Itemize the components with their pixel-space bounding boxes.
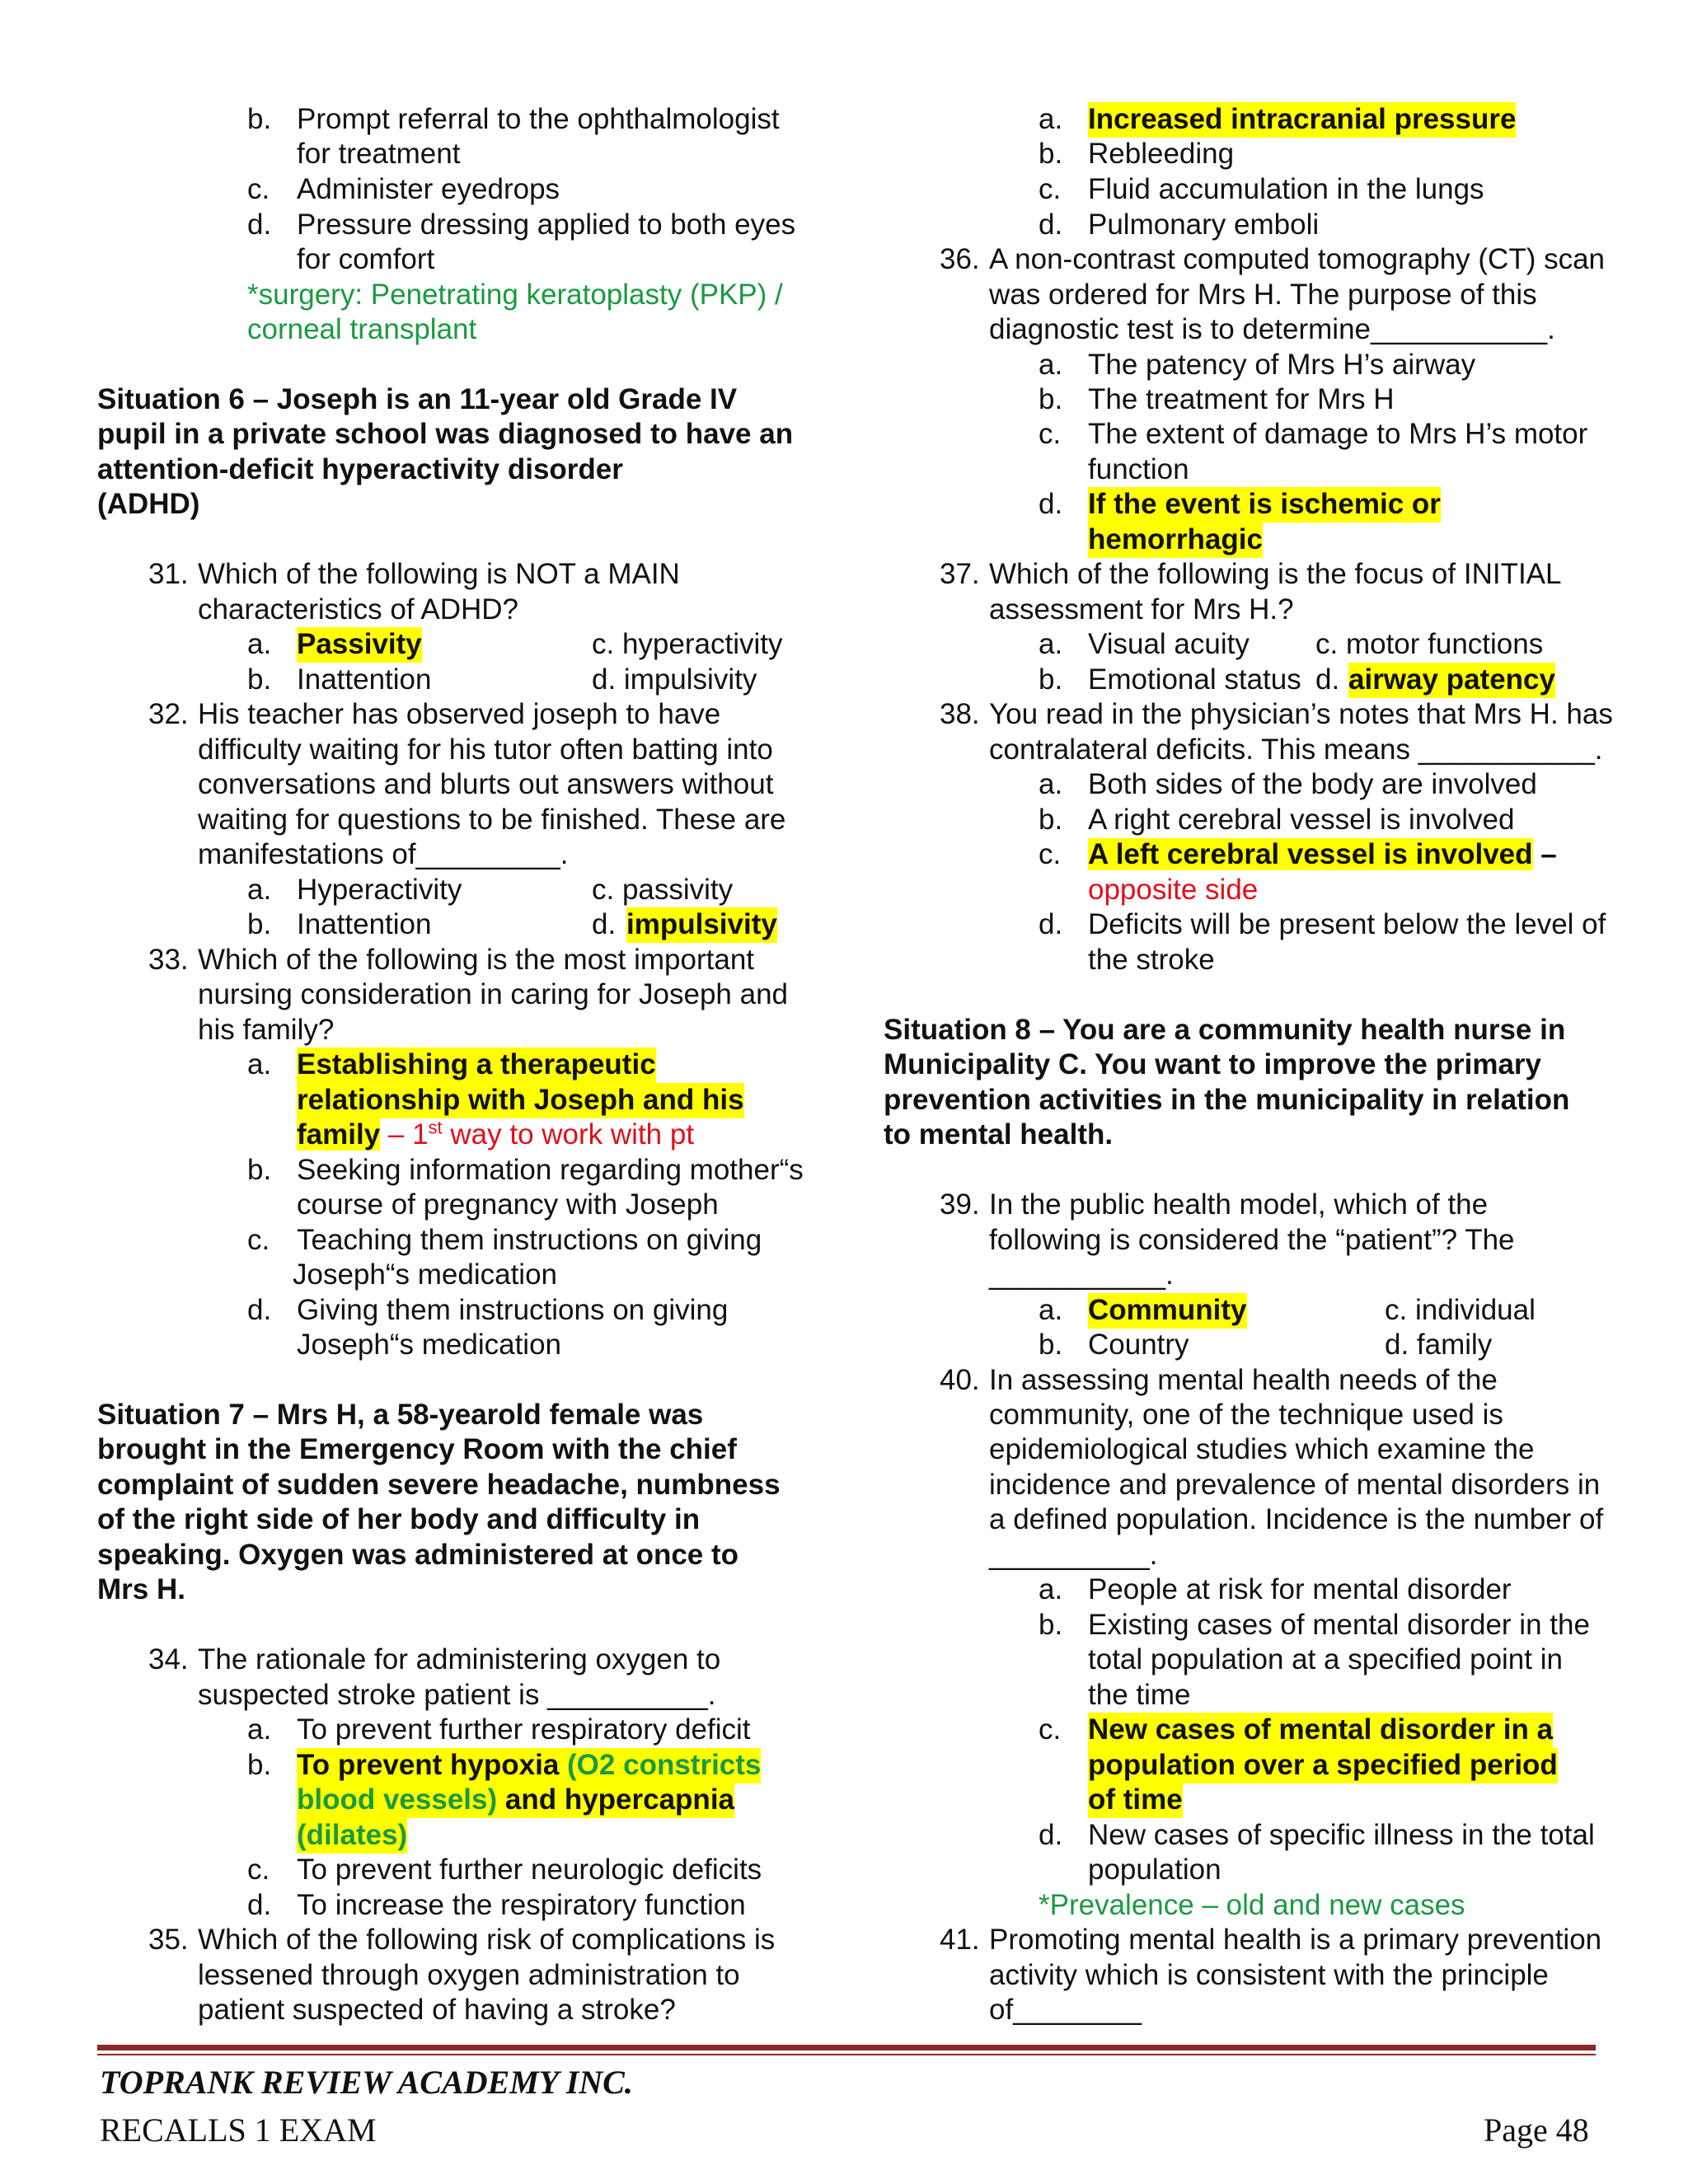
- question-text: nursing consideration in caring for Joseph and: [198, 978, 788, 1010]
- question-number: 38.: [940, 698, 980, 730]
- option-text: To prevent further respiratory deficit: [297, 1713, 751, 1746]
- option-text: Deficits will be present below the level of: [1088, 908, 1606, 940]
- question-number: 33.: [148, 944, 189, 976]
- option-letter: b.: [1039, 804, 1063, 836]
- question-text: suspected stroke patient is __________.: [198, 1679, 716, 1711]
- correct-answer: (dilates): [297, 1818, 407, 1854]
- question-text: diagnostic test is to determine___________.: [989, 313, 1555, 345]
- option-letter: d.: [592, 908, 617, 940]
- question-text: characteristics of ADHD?: [198, 593, 519, 626]
- question-number: 39.: [940, 1188, 980, 1221]
- option-text: The treatment for Mrs H: [1088, 383, 1395, 415]
- situation-heading: brought in the Emergency Room with the chief: [97, 1433, 737, 1465]
- situation-heading: prevention activities in the municipality in relation: [884, 1084, 1570, 1116]
- question-text: his family?: [198, 1014, 335, 1046]
- option-text: Pressure dressing applied to both eyes: [297, 209, 796, 241]
- question-text: lessened through oxygen administration to: [198, 1959, 740, 1991]
- question-text: His teacher has observed joseph to have: [198, 698, 721, 730]
- option-text: Hyperactivity: [297, 874, 462, 906]
- option-text: Joseph“s medication: [293, 1258, 557, 1291]
- option-text: Teaching them instructions on giving: [297, 1224, 762, 1256]
- option-text: Fluid accumulation in the lungs: [1088, 173, 1484, 205]
- option-text: population: [1088, 1854, 1221, 1886]
- question-number: 32.: [148, 698, 189, 730]
- correct-answer: relationship with Joseph and his: [297, 1083, 744, 1118]
- situation-heading: Municipality C. You want to improve the primary: [884, 1048, 1541, 1080]
- situation-heading: to mental health.: [884, 1118, 1114, 1151]
- option-letter: d.: [1039, 209, 1063, 241]
- option-text: To increase the respiratory function: [297, 1889, 746, 1921]
- situation-heading: (ADHD): [97, 488, 200, 520]
- option-letter: c.: [247, 1854, 270, 1886]
- situation-heading: speaking. Oxygen was administered at once to: [97, 1539, 739, 1571]
- question-text: Which of the following is the most important: [198, 944, 755, 976]
- question-text: a defined population. Incidence is the number of: [989, 1503, 1604, 1535]
- option-letter: a.: [247, 628, 272, 660]
- question-number: 31.: [148, 558, 189, 590]
- situation-heading: complaint of sudden severe headache, numbness: [97, 1469, 781, 1501]
- correct-answer-line: [297, 1118, 694, 1153]
- option-text: for comfort: [297, 243, 435, 275]
- question-text: assessment for Mrs H.?: [989, 593, 1294, 626]
- correct-answer: Increased intracranial pressure: [1088, 102, 1516, 138]
- answer-note: *surgery: Penetrating keratoplasty (PKP) /: [247, 279, 783, 311]
- question-text: Which of the following is NOT a MAIN: [198, 558, 680, 590]
- option-text: c. hyperactivity: [592, 628, 783, 660]
- question-number: 41.: [940, 1924, 980, 1956]
- question-text: contralateral deficits. This means ___________.: [989, 733, 1603, 766]
- footer-rule-thick: [97, 2045, 1596, 2050]
- option-letter: a.: [247, 874, 272, 906]
- option-text: total population at a specified point in: [1088, 1643, 1563, 1675]
- question-text: Which of the following risk of complications is: [198, 1924, 776, 1956]
- question-text: of________: [989, 1994, 1142, 2026]
- option-text: To prevent further neurologic deficits: [297, 1854, 762, 1886]
- question-text: conversations and blurts out answers without: [198, 768, 774, 800]
- option-text: d. family: [1385, 1329, 1493, 1361]
- question-text: In the public health model, which of the: [989, 1188, 1489, 1221]
- option-letter: b.: [1039, 383, 1063, 415]
- option-letter: a.: [1039, 628, 1063, 660]
- option-text: for treatment: [297, 138, 461, 170]
- correct-answer: of time: [1088, 1783, 1183, 1818]
- option-text: the time: [1088, 1679, 1191, 1711]
- question-text: The rationale for administering oxygen to: [198, 1643, 721, 1675]
- correct-answer: airway patency: [1348, 663, 1555, 698]
- option-text: Prompt referral to the ophthalmologist: [297, 103, 780, 135]
- question-number: 35.: [148, 1924, 189, 1956]
- option-letter: b.: [247, 1749, 272, 1781]
- question-text: Which of the following is the focus of INITIAL: [989, 558, 1562, 590]
- question-text: manifestations of_________.: [198, 838, 569, 870]
- answer-note: corneal transplant: [247, 313, 477, 345]
- option-text: Administer eyedrops: [297, 173, 560, 205]
- correct-answer: Community: [1088, 1293, 1247, 1329]
- correct-answer: If the event is ischemic or: [1088, 487, 1441, 523]
- situation-heading: of the right side of her body and difficulty in: [97, 1503, 701, 1535]
- answer-note: *Prevalence – old and new cases: [1039, 1889, 1465, 1921]
- correct-answer: To prevent hypoxia (O2 constricts: [297, 1748, 761, 1783]
- correct-answer: A left cerebral vessel is involved: [1088, 838, 1533, 870]
- question-number: 40.: [940, 1364, 980, 1396]
- option-letter: b.: [247, 103, 272, 135]
- answer-note: – 1st way to work with pt: [380, 1117, 695, 1151]
- question-text: A non-contrast computed tomography (CT) scan: [989, 243, 1606, 275]
- footer-exam-name: RECALLS 1 EXAM: [100, 2111, 377, 2149]
- correct-answer: hemorrhagic: [1088, 523, 1263, 558]
- option-letter: d.: [247, 1294, 272, 1326]
- option-text: course of pregnancy with Joseph: [297, 1188, 719, 1221]
- option-letter: a.: [1039, 103, 1063, 135]
- question-text: incidence and prevalence of mental disorders in: [989, 1469, 1601, 1501]
- question-text: following is considered the “patient”? The: [989, 1224, 1515, 1256]
- option-text: The patency of Mrs H’s airway: [1088, 349, 1476, 381]
- option-letter: a.: [247, 1048, 272, 1080]
- correct-answer: population over a specified period: [1088, 1748, 1558, 1783]
- option-text: A right cerebral vessel is involved: [1088, 804, 1515, 836]
- correct-answer: Establishing a therapeutic: [297, 1047, 656, 1083]
- question-text: __________.: [989, 1539, 1158, 1571]
- option-letter: c.: [1039, 418, 1062, 450]
- option-text: Giving them instructions on giving: [297, 1294, 729, 1326]
- option-letter: c.: [1039, 1713, 1062, 1746]
- option-letter: a.: [247, 1713, 272, 1746]
- correct-answer: Passivity: [297, 627, 422, 663]
- option-text: The extent of damage to Mrs H’s motor: [1088, 418, 1588, 450]
- option-letter: c.: [247, 173, 270, 205]
- question-text: epidemiological studies which examine the: [989, 1433, 1535, 1465]
- option-text: New cases of specific illness in the total: [1088, 1819, 1595, 1851]
- question-text: You read in the physician’s notes that Mrs H. has: [989, 698, 1613, 730]
- option-letter: b.: [247, 663, 272, 696]
- situation-heading: Mrs H.: [97, 1573, 185, 1605]
- option-letter: d.: [247, 209, 272, 241]
- situation-heading: Situation 7 – Mrs H, a 58-yearold female was: [97, 1399, 704, 1431]
- question-text: patient suspected of having a stroke?: [198, 1994, 676, 2026]
- option-text: Seeking information regarding mother“s: [297, 1154, 804, 1186]
- option-text: Joseph“s medication: [297, 1329, 561, 1361]
- option-text: Both sides of the body are involved: [1088, 768, 1537, 800]
- option-text: People at risk for mental disorder: [1088, 1573, 1512, 1605]
- option-text: the stroke: [1088, 944, 1215, 976]
- correct-answer: blood vessels) and hypercapnia: [297, 1783, 734, 1818]
- option-letter: d.: [247, 1889, 272, 1921]
- option-text: Rebleeding: [1088, 138, 1235, 170]
- option-text: d. impulsivity: [592, 663, 757, 696]
- question-number: 34.: [148, 1643, 189, 1675]
- question-text: ___________.: [989, 1258, 1174, 1291]
- option-letter: b.: [247, 908, 272, 940]
- option-letter: c.: [1039, 173, 1062, 205]
- option-letter: b.: [1039, 663, 1063, 696]
- question-number: 36.: [940, 243, 980, 275]
- option-text: Pulmonary emboli: [1088, 209, 1320, 241]
- footer-page-number: Page 48: [1484, 2111, 1589, 2149]
- option-letter: d.: [1039, 1819, 1063, 1851]
- option-letter: c.: [247, 1224, 270, 1256]
- question-text: activity which is consistent with the principle: [989, 1959, 1549, 1991]
- option-letter: b.: [1039, 1329, 1063, 1361]
- option-text: c. passivity: [592, 874, 734, 906]
- option-text: Inattention: [297, 663, 432, 696]
- option-letter: b.: [247, 1154, 272, 1186]
- correct-answer: family: [297, 1118, 381, 1151]
- option-text: Visual acuity: [1088, 628, 1250, 660]
- footer-rule-thin: [97, 2054, 1596, 2055]
- option-letter: a.: [1039, 1573, 1063, 1605]
- option-text: c. motor functions: [1315, 628, 1544, 660]
- question-text: difficulty waiting for his tutor often batting into: [198, 733, 773, 766]
- situation-heading: pupil in a private school was diagnosed to have an: [97, 418, 794, 450]
- option-letter: c.: [1039, 838, 1062, 870]
- option-letter: a.: [1039, 768, 1063, 800]
- question-text: waiting for questions to be finished. These are: [198, 804, 786, 836]
- option-text: c. individual: [1385, 1294, 1536, 1326]
- question-number: 37.: [940, 558, 980, 590]
- question-text: Promoting mental health is a primary prevention: [989, 1924, 1602, 1956]
- situation-heading: Situation 8 – You are a community health nurse in: [884, 1014, 1566, 1046]
- correct-answer: impulsivity: [626, 907, 777, 943]
- option-letter: d.: [1039, 908, 1063, 940]
- option-letter: a.: [1039, 349, 1063, 381]
- footer-company: TOPRANK REVIEW ACADEMY INC.: [100, 2064, 633, 2101]
- question-text: community, one of the technique used is: [989, 1399, 1503, 1431]
- correct-answer: New cases of mental disorder in a: [1088, 1713, 1553, 1748]
- correct-answer-line: A left cerebral vessel is involved –: [1088, 838, 1557, 870]
- option-text: Emotional status: [1088, 663, 1301, 696]
- question-text: was ordered for Mrs H. The purpose of this: [989, 279, 1537, 311]
- answer-note: opposite side: [1088, 874, 1259, 906]
- situation-heading: Situation 6 – Joseph is an 11-year old Grade IV: [97, 383, 738, 415]
- option-text: Existing cases of mental disorder in the: [1088, 1609, 1590, 1641]
- option-letter: d.: [1315, 663, 1340, 696]
- option-letter: b.: [1039, 138, 1063, 170]
- option-text: function: [1088, 453, 1189, 485]
- option-text: Country: [1088, 1329, 1189, 1361]
- option-letter: b.: [1039, 1609, 1063, 1641]
- option-letter: d.: [1039, 488, 1063, 520]
- situation-heading: attention-deficit hyperactivity disorder: [97, 453, 623, 485]
- question-text: In assessing mental health needs of the: [989, 1364, 1498, 1396]
- option-text: Inattention: [297, 908, 432, 940]
- option-letter: a.: [1039, 1294, 1063, 1326]
